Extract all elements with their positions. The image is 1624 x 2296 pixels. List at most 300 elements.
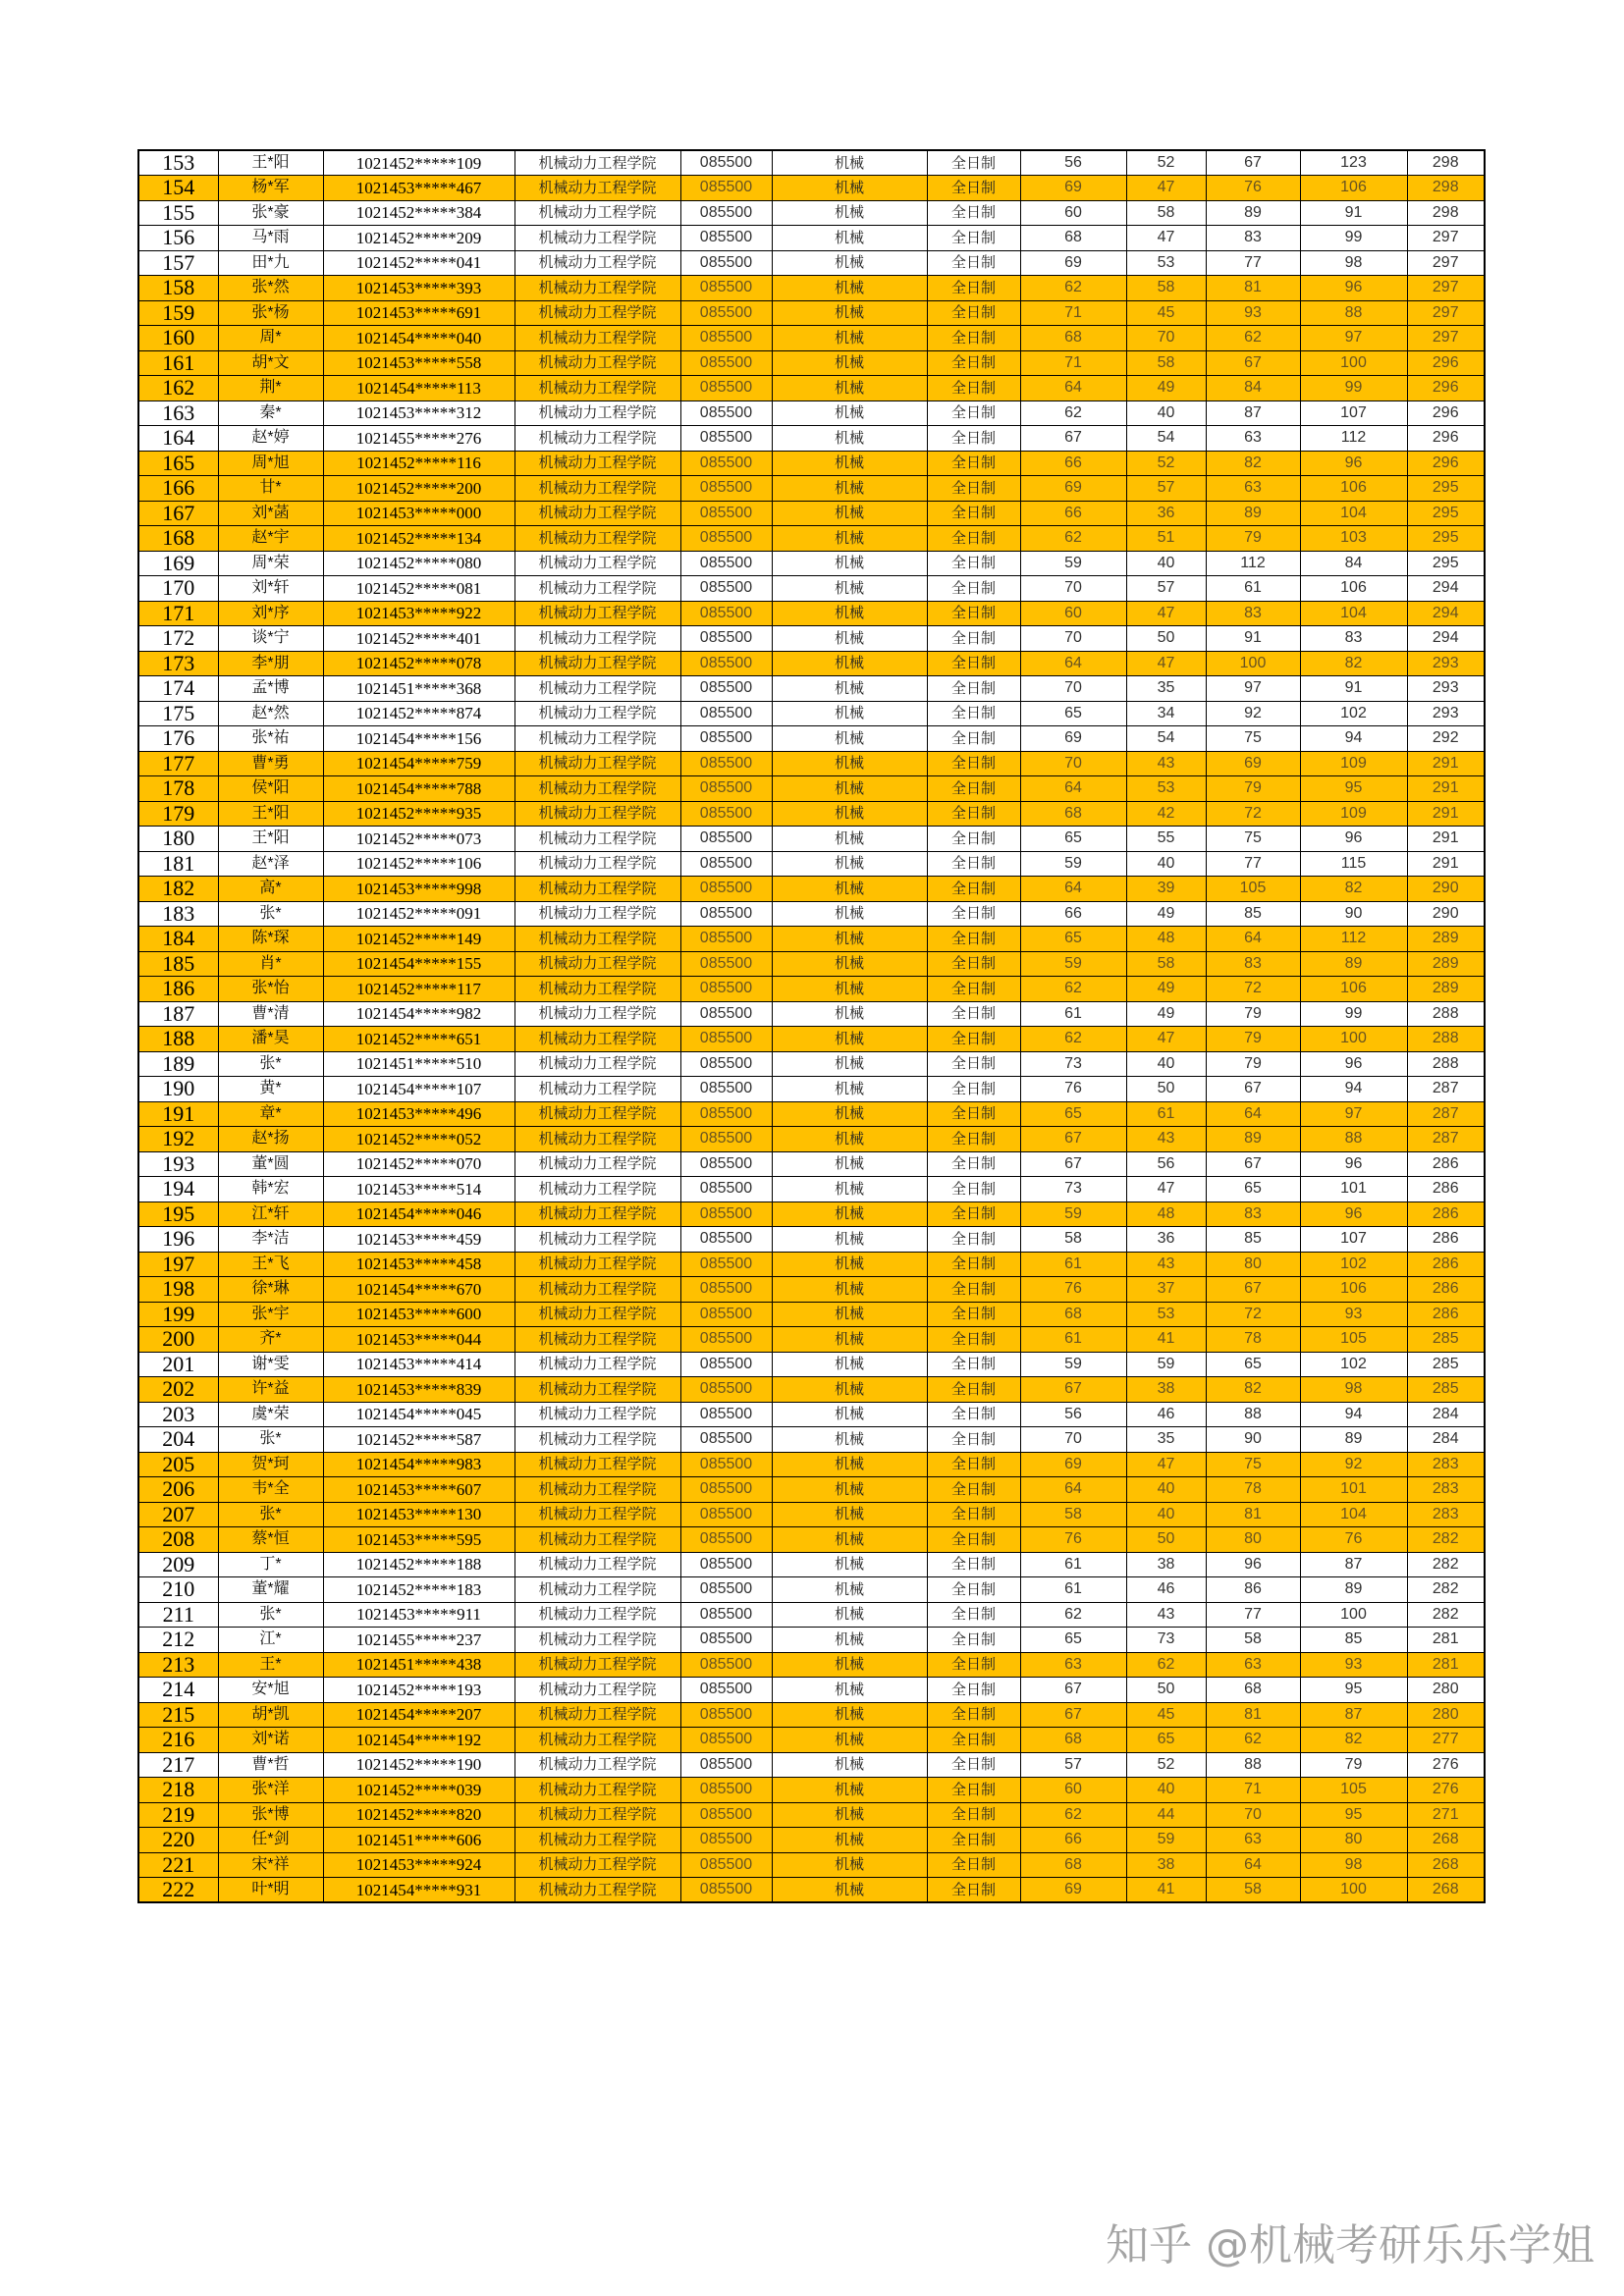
name-cell: 马*雨: [218, 226, 323, 251]
total-score-cell: 284: [1407, 1402, 1485, 1427]
major-name-cell: 机械: [772, 1402, 927, 1427]
rank-cell: 182: [138, 877, 218, 902]
major-name-cell: 机械: [772, 1778, 927, 1803]
score-4-cell: 87: [1300, 1552, 1407, 1577]
total-score-cell: 297: [1407, 326, 1485, 351]
score-3-cell: 81: [1206, 1502, 1300, 1527]
total-score-cell: 297: [1407, 300, 1485, 326]
name-cell: 刘*序: [218, 601, 323, 626]
candidate-id-cell: 1021453*****496: [323, 1101, 514, 1127]
score-4-cell: 82: [1300, 877, 1407, 902]
study-mode-cell: 全日制: [927, 776, 1020, 802]
score-4-cell: 95: [1300, 1802, 1407, 1828]
rank-cell: 197: [138, 1252, 218, 1277]
score-4-cell: 92: [1300, 1452, 1407, 1477]
score-1-cell: 61: [1020, 1552, 1126, 1577]
table-row: [138, 150, 1485, 176]
score-3-cell: 87: [1206, 400, 1300, 426]
major-code-cell: 085500: [680, 1377, 772, 1403]
college-cell: 机械动力工程学院: [514, 1452, 680, 1477]
major-name-cell: 机械: [772, 1302, 927, 1327]
rank-cell: 195: [138, 1201, 218, 1227]
candidate-id-cell: 1021453*****393: [323, 276, 514, 301]
score-4-cell: 94: [1300, 1402, 1407, 1427]
study-mode-cell: 全日制: [927, 601, 1020, 626]
name-cell: 胡*文: [218, 350, 323, 376]
rank-cell: 167: [138, 501, 218, 526]
total-score-cell: 268: [1407, 1878, 1485, 1903]
total-score-cell: 283: [1407, 1477, 1485, 1503]
score-2-cell: 35: [1126, 676, 1206, 702]
rank-cell: 177: [138, 751, 218, 776]
score-2-cell: 47: [1126, 1452, 1206, 1477]
major-name-cell: 机械: [772, 1728, 927, 1753]
major-code-cell: 085500: [680, 927, 772, 952]
score-2-cell: 52: [1126, 150, 1206, 176]
major-name-cell: 机械: [772, 1127, 927, 1152]
major-name-cell: 机械: [772, 751, 927, 776]
table-row: [138, 350, 1485, 376]
major-code-cell: 085500: [680, 426, 772, 452]
major-name-cell: 机械: [772, 300, 927, 326]
table-row: [138, 451, 1485, 476]
major-name-cell: 机械: [772, 1602, 927, 1628]
name-cell: 曹*勇: [218, 751, 323, 776]
score-2-cell: 53: [1126, 250, 1206, 276]
total-score-cell: 296: [1407, 451, 1485, 476]
college-cell: 机械动力工程学院: [514, 476, 680, 502]
major-name-cell: 机械: [772, 1878, 927, 1903]
score-2-cell: 40: [1126, 1051, 1206, 1077]
college-cell: 机械动力工程学院: [514, 150, 680, 176]
college-cell: 机械动力工程学院: [514, 1151, 680, 1177]
score-3-cell: 78: [1206, 1327, 1300, 1353]
major-code-cell: 085500: [680, 1752, 772, 1778]
score-4-cell: 79: [1300, 1752, 1407, 1778]
name-cell: 李*朋: [218, 651, 323, 676]
score-4-cell: 106: [1300, 176, 1407, 201]
college-cell: 机械动力工程学院: [514, 751, 680, 776]
score-4-cell: 106: [1300, 977, 1407, 1002]
score-2-cell: 54: [1126, 426, 1206, 452]
table-row: [138, 1778, 1485, 1803]
candidate-id-cell: 1021453*****911: [323, 1602, 514, 1628]
score-2-cell: 38: [1126, 1552, 1206, 1577]
name-cell: 赵*扬: [218, 1127, 323, 1152]
major-name-cell: 机械: [772, 626, 927, 652]
score-1-cell: 71: [1020, 350, 1126, 376]
major-code-cell: 085500: [680, 1678, 772, 1703]
name-cell: 张*怡: [218, 977, 323, 1002]
score-2-cell: 35: [1126, 1427, 1206, 1453]
score-1-cell: 66: [1020, 901, 1126, 927]
total-score-cell: 280: [1407, 1678, 1485, 1703]
score-2-cell: 57: [1126, 576, 1206, 602]
table-row: [138, 927, 1485, 952]
score-3-cell: 80: [1206, 1527, 1300, 1553]
study-mode-cell: 全日制: [927, 276, 1020, 301]
score-1-cell: 67: [1020, 1377, 1126, 1403]
score-1-cell: 59: [1020, 551, 1126, 576]
major-name-cell: 机械: [772, 476, 927, 502]
name-cell: 宋*祥: [218, 1852, 323, 1878]
study-mode-cell: 全日制: [927, 1752, 1020, 1778]
name-cell: 张*洋: [218, 1778, 323, 1803]
major-name-cell: 机械: [772, 1377, 927, 1403]
major-code-cell: 085500: [680, 1452, 772, 1477]
score-3-cell: 62: [1206, 1728, 1300, 1753]
table-row: [138, 1452, 1485, 1477]
table-row: [138, 426, 1485, 452]
total-score-cell: 277: [1407, 1728, 1485, 1753]
name-cell: 张*豪: [218, 200, 323, 226]
table-row: [138, 601, 1485, 626]
rank-cell: 213: [138, 1652, 218, 1678]
table-row: [138, 1678, 1485, 1703]
college-cell: 机械动力工程学院: [514, 1427, 680, 1453]
candidate-id-cell: 1021451*****606: [323, 1828, 514, 1853]
score-4-cell: 96: [1300, 1201, 1407, 1227]
rank-cell: 198: [138, 1277, 218, 1303]
score-3-cell: 92: [1206, 701, 1300, 726]
table-row: [138, 1527, 1485, 1553]
score-3-cell: 88: [1206, 1752, 1300, 1778]
total-score-cell: 286: [1407, 1252, 1485, 1277]
rank-cell: 156: [138, 226, 218, 251]
score-4-cell: 105: [1300, 1778, 1407, 1803]
score-4-cell: 95: [1300, 1678, 1407, 1703]
rank-cell: 185: [138, 951, 218, 977]
total-score-cell: 286: [1407, 1177, 1485, 1202]
total-score-cell: 293: [1407, 651, 1485, 676]
score-3-cell: 82: [1206, 451, 1300, 476]
rank-cell: 204: [138, 1427, 218, 1453]
study-mode-cell: 全日制: [927, 1878, 1020, 1903]
college-cell: 机械动力工程学院: [514, 601, 680, 626]
score-4-cell: 96: [1300, 1151, 1407, 1177]
rank-cell: 176: [138, 726, 218, 752]
college-cell: 机械动力工程学院: [514, 350, 680, 376]
table-row: [138, 701, 1485, 726]
rank-cell: 162: [138, 376, 218, 401]
study-mode-cell: 全日制: [927, 851, 1020, 877]
major-code-cell: 085500: [680, 176, 772, 201]
rank-cell: 215: [138, 1702, 218, 1728]
major-name-cell: 机械: [772, 1702, 927, 1728]
score-4-cell: 85: [1300, 1628, 1407, 1653]
major-name-cell: 机械: [772, 1027, 927, 1052]
major-code-cell: 085500: [680, 676, 772, 702]
college-cell: 机械动力工程学院: [514, 1377, 680, 1403]
major-code-cell: 085500: [680, 1628, 772, 1653]
rank-cell: 170: [138, 576, 218, 602]
name-cell: 孟*博: [218, 676, 323, 702]
name-cell: 丁*: [218, 1552, 323, 1577]
study-mode-cell: 全日制: [927, 1427, 1020, 1453]
study-mode-cell: 全日制: [927, 200, 1020, 226]
rank-cell: 160: [138, 326, 218, 351]
total-score-cell: 283: [1407, 1502, 1485, 1527]
score-3-cell: 80: [1206, 1252, 1300, 1277]
total-score-cell: 268: [1407, 1828, 1485, 1853]
total-score-cell: 292: [1407, 726, 1485, 752]
study-mode-cell: 全日制: [927, 1602, 1020, 1628]
score-3-cell: 89: [1206, 501, 1300, 526]
rank-cell: 173: [138, 651, 218, 676]
rank-cell: 191: [138, 1101, 218, 1127]
candidate-id-cell: 1021453*****998: [323, 877, 514, 902]
total-score-cell: 294: [1407, 626, 1485, 652]
major-name-cell: 机械: [772, 376, 927, 401]
study-mode-cell: 全日制: [927, 701, 1020, 726]
name-cell: 张*宇: [218, 1302, 323, 1327]
major-code-cell: 085500: [680, 1277, 772, 1303]
rank-cell: 199: [138, 1302, 218, 1327]
candidate-id-cell: 1021453*****044: [323, 1327, 514, 1353]
name-cell: 赵*婷: [218, 426, 323, 452]
score-4-cell: 95: [1300, 776, 1407, 802]
table-row: [138, 676, 1485, 702]
score-4-cell: 93: [1300, 1652, 1407, 1678]
score-2-cell: 58: [1126, 276, 1206, 301]
name-cell: 谢*雯: [218, 1352, 323, 1377]
name-cell: 韦*全: [218, 1477, 323, 1503]
study-mode-cell: 全日制: [927, 326, 1020, 351]
score-1-cell: 65: [1020, 827, 1126, 852]
major-name-cell: 机械: [772, 1452, 927, 1477]
college-cell: 机械动力工程学院: [514, 676, 680, 702]
study-mode-cell: 全日制: [927, 901, 1020, 927]
candidate-id-cell: 1021452*****073: [323, 827, 514, 852]
college-cell: 机械动力工程学院: [514, 1552, 680, 1577]
table-row: [138, 1828, 1485, 1853]
candidate-id-cell: 1021455*****276: [323, 426, 514, 452]
candidate-id-cell: 1021452*****052: [323, 1127, 514, 1152]
college-cell: 机械动力工程学院: [514, 400, 680, 426]
major-code-cell: 085500: [680, 501, 772, 526]
score-2-cell: 52: [1126, 451, 1206, 476]
table-row: [138, 1252, 1485, 1277]
candidate-id-cell: 1021453*****000: [323, 501, 514, 526]
major-name-cell: 机械: [772, 1001, 927, 1027]
score-3-cell: 78: [1206, 1477, 1300, 1503]
name-cell: 曹*清: [218, 1001, 323, 1027]
score-3-cell: 96: [1206, 1552, 1300, 1577]
table-row: [138, 1878, 1485, 1903]
score-1-cell: 59: [1020, 1201, 1126, 1227]
table-row: [138, 977, 1485, 1002]
candidate-id-cell: 1021452*****070: [323, 1151, 514, 1177]
study-mode-cell: 全日制: [927, 1127, 1020, 1152]
candidate-id-cell: 1021452*****183: [323, 1577, 514, 1603]
study-mode-cell: 全日制: [927, 1027, 1020, 1052]
college-cell: 机械动力工程学院: [514, 1227, 680, 1253]
major-code-cell: 085500: [680, 1352, 772, 1377]
table-row: [138, 1227, 1485, 1253]
table-row: [138, 1077, 1485, 1102]
score-1-cell: 68: [1020, 1302, 1126, 1327]
study-mode-cell: 全日制: [927, 1778, 1020, 1803]
total-score-cell: 288: [1407, 1001, 1485, 1027]
name-cell: 许*益: [218, 1377, 323, 1403]
major-code-cell: 085500: [680, 977, 772, 1002]
score-1-cell: 64: [1020, 776, 1126, 802]
study-mode-cell: 全日制: [927, 1327, 1020, 1353]
total-score-cell: 287: [1407, 1077, 1485, 1102]
score-2-cell: 44: [1126, 1802, 1206, 1828]
table-row: [138, 1852, 1485, 1878]
score-4-cell: 102: [1300, 701, 1407, 726]
score-1-cell: 62: [1020, 526, 1126, 552]
score-1-cell: 73: [1020, 1177, 1126, 1202]
name-cell: 田*九: [218, 250, 323, 276]
candidate-id-cell: 1021453*****924: [323, 1852, 514, 1878]
candidate-id-cell: 1021452*****116: [323, 451, 514, 476]
table-row: [138, 1752, 1485, 1778]
rank-cell: 221: [138, 1852, 218, 1878]
score-2-cell: 47: [1126, 651, 1206, 676]
score-1-cell: 69: [1020, 476, 1126, 502]
score-3-cell: 83: [1206, 1201, 1300, 1227]
rank-cell: 171: [138, 601, 218, 626]
name-cell: 黄*: [218, 1077, 323, 1102]
college-cell: 机械动力工程学院: [514, 1327, 680, 1353]
score-3-cell: 72: [1206, 977, 1300, 1002]
candidate-id-cell: 1021452*****874: [323, 701, 514, 726]
score-4-cell: 102: [1300, 1252, 1407, 1277]
table-row: [138, 1477, 1485, 1503]
major-code-cell: 085500: [680, 1427, 772, 1453]
total-score-cell: 291: [1407, 801, 1485, 827]
score-2-cell: 48: [1126, 927, 1206, 952]
major-name-cell: 机械: [772, 250, 927, 276]
candidate-id-cell: 1021453*****839: [323, 1377, 514, 1403]
rank-cell: 212: [138, 1628, 218, 1653]
candidate-id-cell: 1021453*****130: [323, 1502, 514, 1527]
table-row: [138, 1402, 1485, 1427]
major-name-cell: 机械: [772, 1477, 927, 1503]
candidate-id-cell: 1021454*****107: [323, 1077, 514, 1102]
study-mode-cell: 全日制: [927, 1452, 1020, 1477]
college-cell: 机械动力工程学院: [514, 526, 680, 552]
score-1-cell: 64: [1020, 877, 1126, 902]
total-score-cell: 286: [1407, 1277, 1485, 1303]
total-score-cell: 296: [1407, 376, 1485, 401]
college-cell: 机械动力工程学院: [514, 1577, 680, 1603]
table-row: [138, 526, 1485, 552]
study-mode-cell: 全日制: [927, 1552, 1020, 1577]
score-3-cell: 79: [1206, 1051, 1300, 1077]
rank-cell: 207: [138, 1502, 218, 1527]
major-code-cell: 085500: [680, 1177, 772, 1202]
rank-cell: 158: [138, 276, 218, 301]
score-1-cell: 59: [1020, 851, 1126, 877]
score-2-cell: 56: [1126, 1151, 1206, 1177]
study-mode-cell: 全日制: [927, 1252, 1020, 1277]
candidate-id-cell: 1021454*****192: [323, 1728, 514, 1753]
study-mode-cell: 全日制: [927, 1377, 1020, 1403]
study-mode-cell: 全日制: [927, 1101, 1020, 1127]
college-cell: 机械动力工程学院: [514, 1678, 680, 1703]
score-2-cell: 53: [1126, 1302, 1206, 1327]
table-row: [138, 226, 1485, 251]
candidate-id-cell: 1021454*****046: [323, 1201, 514, 1227]
major-name-cell: 机械: [772, 927, 927, 952]
major-code-cell: 085500: [680, 1001, 772, 1027]
score-2-cell: 50: [1126, 1527, 1206, 1553]
total-score-cell: 289: [1407, 977, 1485, 1002]
major-name-cell: 机械: [772, 1201, 927, 1227]
score-3-cell: 67: [1206, 1277, 1300, 1303]
total-score-cell: 285: [1407, 1377, 1485, 1403]
major-code-cell: 085500: [680, 776, 772, 802]
total-score-cell: 290: [1407, 877, 1485, 902]
score-3-cell: 75: [1206, 726, 1300, 752]
name-cell: 虞*荣: [218, 1402, 323, 1427]
score-2-cell: 45: [1126, 1702, 1206, 1728]
score-3-cell: 79: [1206, 526, 1300, 552]
name-cell: 王*阳: [218, 827, 323, 852]
score-1-cell: 62: [1020, 1027, 1126, 1052]
name-cell: 张*: [218, 1502, 323, 1527]
candidate-id-cell: 1021453*****607: [323, 1477, 514, 1503]
rank-cell: 219: [138, 1802, 218, 1828]
total-score-cell: 283: [1407, 1452, 1485, 1477]
score-2-cell: 47: [1126, 1027, 1206, 1052]
name-cell: 贺*珂: [218, 1452, 323, 1477]
candidate-id-cell: 1021452*****820: [323, 1802, 514, 1828]
score-1-cell: 62: [1020, 1802, 1126, 1828]
total-score-cell: 296: [1407, 400, 1485, 426]
study-mode-cell: 全日制: [927, 400, 1020, 426]
name-cell: 侯*阳: [218, 776, 323, 802]
study-mode-cell: 全日制: [927, 1077, 1020, 1102]
score-2-cell: 59: [1126, 1352, 1206, 1377]
rank-cell: 203: [138, 1402, 218, 1427]
score-3-cell: 72: [1206, 1302, 1300, 1327]
college-cell: 机械动力工程学院: [514, 1101, 680, 1127]
major-code-cell: 085500: [680, 1878, 772, 1903]
table-row: [138, 626, 1485, 652]
candidate-id-cell: 1021454*****040: [323, 326, 514, 351]
rank-cell: 208: [138, 1527, 218, 1553]
college-cell: 机械动力工程学院: [514, 1628, 680, 1653]
score-2-cell: 50: [1126, 1077, 1206, 1102]
table-row: [138, 1728, 1485, 1753]
score-4-cell: 89: [1300, 951, 1407, 977]
score-2-cell: 43: [1126, 1252, 1206, 1277]
table-row: [138, 1277, 1485, 1303]
candidate-id-cell: 1021452*****384: [323, 200, 514, 226]
rank-cell: 211: [138, 1602, 218, 1628]
total-score-cell: 295: [1407, 526, 1485, 552]
rank-cell: 201: [138, 1352, 218, 1377]
score-3-cell: 81: [1206, 276, 1300, 301]
major-name-cell: 机械: [772, 1352, 927, 1377]
study-mode-cell: 全日制: [927, 1628, 1020, 1653]
table-row: [138, 551, 1485, 576]
college-cell: 机械动力工程学院: [514, 626, 680, 652]
major-code-cell: 085500: [680, 877, 772, 902]
rank-cell: 165: [138, 451, 218, 476]
name-cell: 韩*宏: [218, 1177, 323, 1202]
rank-cell: 220: [138, 1828, 218, 1853]
score-4-cell: 82: [1300, 651, 1407, 676]
major-name-cell: 机械: [772, 1652, 927, 1678]
score-3-cell: 69: [1206, 751, 1300, 776]
major-name-cell: 机械: [772, 676, 927, 702]
table-row: [138, 877, 1485, 902]
